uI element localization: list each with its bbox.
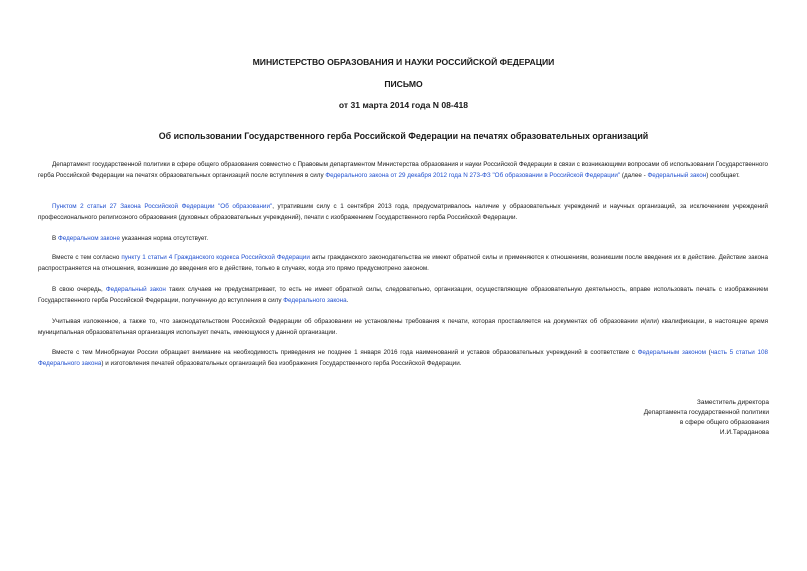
federal-law-link[interactable]: Федеральный закон: [647, 171, 707, 179]
paragraph-2: [38, 202, 768, 223]
paragraph-text: ) и изготовления печатей образовательных организаций без изображения Государственного герба Российской Федерации.: [101, 359, 462, 367]
paragraph-text: Департамент государственной политики в сфере общего образования совместно с Правовым департаментом Министерства образования и науки Российской Федерации в связи с возникающими вопросами об использовании Государственного герба Российской Федерации на печатях образовательных организаций после вступления в силу: [38, 161, 768, 179]
paragraph-text: , утратившим силу с 1 сентября 2013 года, предусматривалось наличие у образовательных учреждений и научных организаций, за исключением учреждений профессионального религиозного образования (духовных образовательных учреждений), печати с изображением Государственного герба Российской Федерации.: [38, 203, 769, 221]
federal-law-link[interactable]: Федерального закона: [283, 296, 347, 304]
paragraph-text: (далее -: [620, 171, 648, 179]
law-on-education-article-27-link[interactable]: Пунктом 2 статьи 27 Закона Российской Федерации "Об образовании": [52, 203, 273, 210]
paragraph-text: Учитывая изложенное, а также то, что законодательством Российской Федерации об образовании не установлены требования к печати, которая проставляется на документах об образовании и(или) квалификации, в настоящее время муниципальная образовательная организация использует печать, имеющуюся у данной организации.: [38, 318, 768, 336]
paragraph-7: [38, 348, 768, 369]
paragraph-text: акты гражданского законодательства не имеют обратной силы и применяются к отношениям, возникшим после введения их в действие. Действие закона распространяется на отношения, возникшие до введения его в действие, только в случаях, когда это прямо предусмотрено законом.: [38, 254, 768, 272]
ministry-title: МИНИСТЕРСТВО ОБРАЗОВАНИЯ И НАУКИ РОССИЙСКОЙ ФЕДЕРАЦИИ: [252, 57, 555, 67]
paragraph-text: В свою очередь,: [52, 286, 106, 293]
paragraph-6: [38, 317, 768, 338]
federal-law-273-link[interactable]: Федерального закона от 29 декабря 2012 года N 273-ФЗ "Об образовании в Российской Федерации": [325, 171, 621, 179]
civil-code-article-4-link[interactable]: пункту 1 статьи 4 Гражданского кодекса Российской Федерации: [121, 254, 310, 261]
federal-law-link[interactable]: Федеральным законом: [637, 349, 706, 356]
paragraph-text: указанная норма отсутствует.: [120, 235, 209, 242]
document-type: ПИСЬМО: [384, 79, 423, 89]
document-date-number: от 31 марта 2014 года N 08-418: [338, 100, 469, 110]
signature-position: Заместитель директора: [696, 399, 769, 406]
paragraph-text: Вместе с тем Минобрнауки России обращает внимание на необходимость приведения не позднее 1 января 2016 года наименований и уставов образовательных учреждений в соответствие с: [52, 349, 638, 356]
document-subject: Об использовании Государственного герба Российской Федерации на печатях образовательных организаций: [158, 131, 649, 141]
paragraph-4: [38, 253, 768, 274]
federal-law-article-108-link[interactable]: часть 5 статьи 108 Федерального закона: [38, 349, 768, 367]
paragraph-text: В: [52, 235, 58, 242]
paragraph-text: Вместе с тем согласно: [52, 254, 122, 261]
paragraph-5: [38, 285, 768, 306]
paragraph-text: .: [346, 296, 349, 304]
paragraph-3: [38, 234, 768, 245]
paragraph-1: [38, 160, 768, 181]
federal-law-link[interactable]: Федеральный закон: [105, 286, 166, 293]
federal-law-link[interactable]: Федеральном законе: [57, 235, 120, 242]
signature-department-area: в сфере общего образования: [679, 419, 769, 426]
paragraph-text: таких случаев не предусматривает, то есть не имеет обратной силы, следовательно, организации, осуществляющие образовательную деятельность, вправе использовать печать с изображением Государственного герба Российской Федерации, полученную до вступления в силу: [38, 286, 768, 304]
signature-name: И.И.Тараданова: [719, 429, 769, 436]
paragraph-text: (: [705, 349, 711, 356]
paragraph-text: ) сообщает.: [706, 171, 740, 179]
signature-department: Департамента государственной политики: [643, 409, 769, 416]
